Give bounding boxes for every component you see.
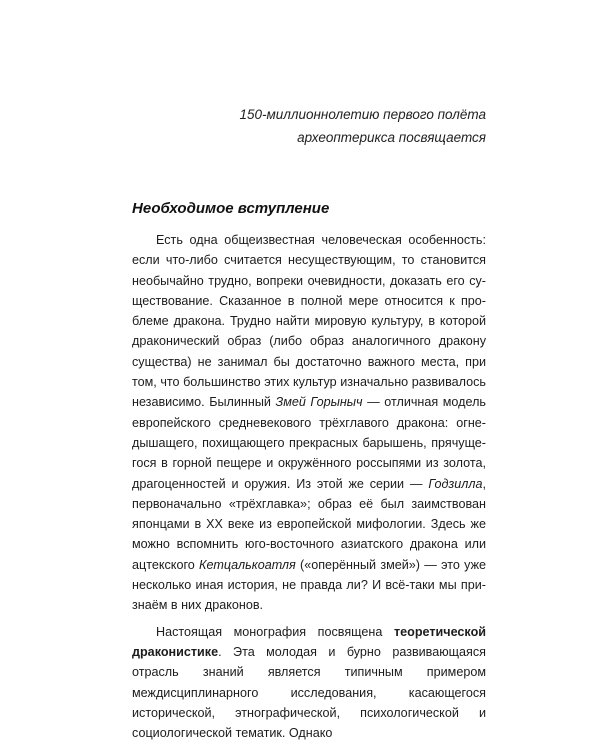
epigraph-line-1: 150-миллионнолетию первого полёта [239,107,486,122]
italic-term-zmey-gorynych: Змей Горыныч [275,395,363,410]
paragraph-2-part-c: . Эта молодая и бурно развивающаяся отрасль знаний является типичным примером междисциплинарного исследования, касающегося исторической, этнографической, психологической и социологической тематик. Однако [132,644,486,741]
italic-term-quetzalcoatl: Кетцалькоатля [199,557,296,572]
paragraph-1-part-g: («оперённый змей») — это уже несколько иная история, не правда ли? И всё-таки мы признаём в них драконов. [132,557,487,613]
section-heading: Необходимое вступление [132,200,330,217]
paragraph-1-part-e: , первоначально «трёхглавка»; образ её был заимствован японцами в XX веке из европейской мифологии. Здесь же можно вспомнить юго-восточного азиатского дракона или ацтекского [132,476,486,572]
paragraph-1-part-a: Есть одна общеизвестная человеческая особенность: если что-либо считается несуществующим, то становится необычайно трудно, вопреки очевидности, доказать его существование. Сказанное в полной мере относится к проблеме дракона. Трудно найти мировую культуру, в которой драконический образ (либо образ аналогичного дракону существа) не занимал бы достаточно важного места, при том, что большинство этих культур изначально развивалось независимо. Былинный [132,233,486,410]
body-text [132,230,486,749]
epigraph-line-2: археоптерикса посвящается [297,130,486,145]
epigraph [120,103,486,149]
paragraph-1-part-c: — отличная модель европейского средневекового трёхглавого дракона: огнедышащего, похищающего прекрасных барышень, прячущегося в горной пещере и окружённого россыпями из золота, драгоценностей и оружия. Из этой же серии — [132,395,486,491]
paragraph-1 [132,230,486,616]
paragraph-2-part-a: Настоящая монография посвящена [156,624,394,639]
italic-term-godzilla: Годзилла [428,476,483,491]
bold-term-theoretical-draconistics: теоретической драконистике [132,624,486,659]
book-page [120,0,486,750]
paragraph-2 [132,622,486,744]
